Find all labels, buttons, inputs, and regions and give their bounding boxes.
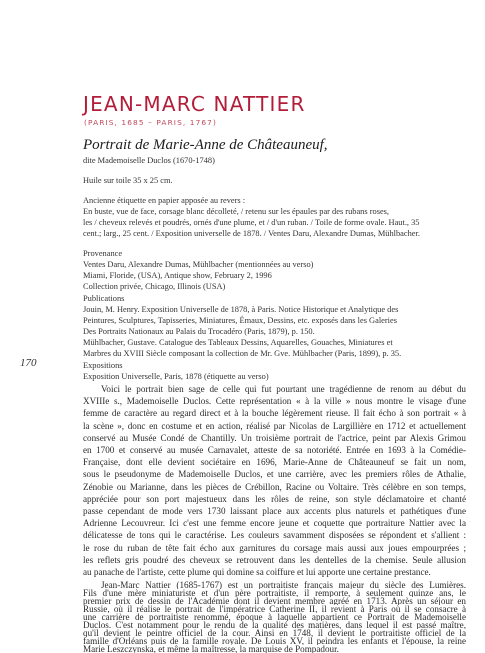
paragraph-line: Adrienne Lecouvreur. Ici c'est une femme encore jeune et coquette que portraiture Nattier avec la [83,518,466,529]
paragraph-line: XVIIIe s., Mademoiselle Duclos. Cette représentation « à la ville » nous montre le visage d'une [83,396,466,407]
paragraph-line: conservé au Musée Condé de Chantilly. Un troisième portrait de l'actrice, peint par Alexis Grimou [83,432,466,443]
page-number: 170 [20,357,37,369]
paragraph-line: au panache de l'artiste, cette plume qui domine sa coiffure et lui apporte une certaine prestance. [83,567,431,578]
artwork-title: Portrait de Marie-Anne de Châteauneuf, [83,137,328,153]
expositions-heading: Expositions [83,361,123,370]
subtitle-line: dite Mademoiselle Duclos (1670-1748) [83,156,215,165]
label-note-line: En buste, vue de face, corsage blanc décolleté, / retenu sur les épaules par des rubans roses, [83,207,390,217]
paragraph-line: Fils d'une mère miniaturiste et d'un père portraitiste, il remporte, à seulement quinze ans, le [83,589,466,597]
paragraph-line: femme de caractère au regard direct et à la bouche légèrement rieuse. Il fait écho à son portrait « à [83,408,466,419]
publication-line: Des Portraits Nationaux au Palais du Trocadéro (Paris, 1879), p. 150. [83,327,315,337]
paragraph-line: Jean-Marc Nattier (1685-1767) est un portraitiste français majeur du siècle des Lumières. [101,581,466,589]
publication-line: Peintures, Sculptures, Tapisseries, Miniatures, Émaux, Dessins, etc. exposés dans les Galeries [83,316,397,326]
body-paragraph-2 [83,581,466,653]
paragraph-line: Marie Leszczynska, et même la maîtresse, la marquise de Pompadour. [83,645,339,653]
paragraph-line: Voici le portrait bien sage de celle qui fut pourtant une tragédienne de renom au début du [101,384,466,394]
paragraph-line: une carrière de portraitiste renommé, époque à laquelle appartient ce Portrait de Mademoiselle [83,613,466,621]
provenance-line: Miami, Floride, (USA), Antique show, February 2, 1996 [83,271,272,281]
paragraph-line: Russie, où il réalise le portrait de l'impératrice Catherine II, il revient à Paris où il se consacre à [83,605,466,613]
paragraph-line: passe cependant de mode vers 1730 laissant place aux accents plus naturels et pathétiques d'une [83,506,466,517]
body-paragraph-1 [83,383,466,578]
provenance-line: Ventes Daru, Alexandre Dumas, Mühlbacher (mentionnées au verso) [83,260,314,270]
paragraph-line: sous le pseudonyme de Mademoiselle Duclos, et une carrière, avec les premiers rôles de Athalie, [83,469,466,480]
provenance-heading: Provenance [83,249,123,258]
paragraph-line: premier prix de dessin de l'Académie dont il devient membre agréé en 1713. Après un séjour en [83,597,466,605]
expositions-section [83,360,463,382]
label-note-line: cent.; larg., 25 cent. / Exposition universelle de 1878. / Ventes Daru, Alexandre Dumas, Mühlbacher. [83,229,420,239]
paragraph-line: Française, dont elle devient sociétaire en 1696, Marie-Anne de Châteauneuf se fait un nom, [83,457,466,468]
paragraph-line: en 1700 et conservé au musée Carnavalet, atteste de sa notoriété. Entrée en 1693 à la Comédie- [83,445,466,456]
paragraph-line: appréciée pour son port majestueux dans les rôles de reine, son style déclamatoire et chanté [83,493,466,504]
label-note-line: Ancienne étiquette en papier apposée au revers : [83,196,246,205]
publication-line: Mühlbacher, Gustave. Catalogue des Tableaux Dessins, Aquarelles, Gouaches, Miniatures et [83,338,393,348]
exposition-line: Exposition Universelle, Paris, 1878 (étiquette au verso) [83,372,269,382]
publications-heading: Publications [83,294,125,303]
paragraph-line: délicatesse de tons qui le caractérise. Les couleurs savamment disposées se répondent et s'allient : [83,530,466,541]
artwork-medium [83,175,463,186]
paragraph-line: famille d'Orléans puis de la famille royale. De Louis XV, il peindra les enfants et l'épouse, la reine [83,637,466,645]
label-note-line: les / cheveux relevés et poudrés, ornés d'une plume, et / d'un ruban. / Toile de forme ovale. Haut., 35 [83,218,420,228]
paragraph-line: Duclos. C'est notamment pour le rendu de la qualité des matières, dans lequel il est passé maître, [83,621,466,629]
paragraph-line: les reflets gris poudré des cheveux se retrouvent dans les dentelles de la chemise. Seule allusion [83,554,466,565]
label-note [83,195,463,239]
publication-line: Marbres du XVIII Siècle composant la collection de Mr. Gve. Mühlbacher (Paris, 1899), p. 35. [83,349,402,359]
artist-name: JEAN-MARC NATTIER [83,92,306,116]
publication-line: Jouin, M. Henry. Exposition Universelle de 1878, à Paris. Notice Historique et Analytique des [83,305,399,315]
medium-line: Huile sur toile 35 x 25 cm. [83,176,173,185]
publications-section [83,293,463,360]
provenance-section [83,248,463,292]
paragraph-line: le rose du ruban de tête fait écho aux garnitures du corsage mais aussi aux joues empourprées ; [83,542,466,553]
artwork-subtitle [83,155,463,166]
provenance-line: Collection privée, Chicago, Illinois (USA) [83,282,226,292]
paragraph-line: qu'il devient le peintre officiel de la cour. Ainsi en 1748, il devient le portraitiste officiel de la [83,629,466,637]
artist-dates: (PARIS, 1685 – PARIS, 1767) [84,118,217,127]
paragraph-line: Zénobie ou Marianne, dans les pièces de Crébillon, Racine ou Voltaire. Très célèbre en son temps, [83,481,466,492]
paragraph-line: la scène », donc en costume et en action, réalisé par Nicolas de Largillière en 1712 et actuellement [83,420,466,431]
